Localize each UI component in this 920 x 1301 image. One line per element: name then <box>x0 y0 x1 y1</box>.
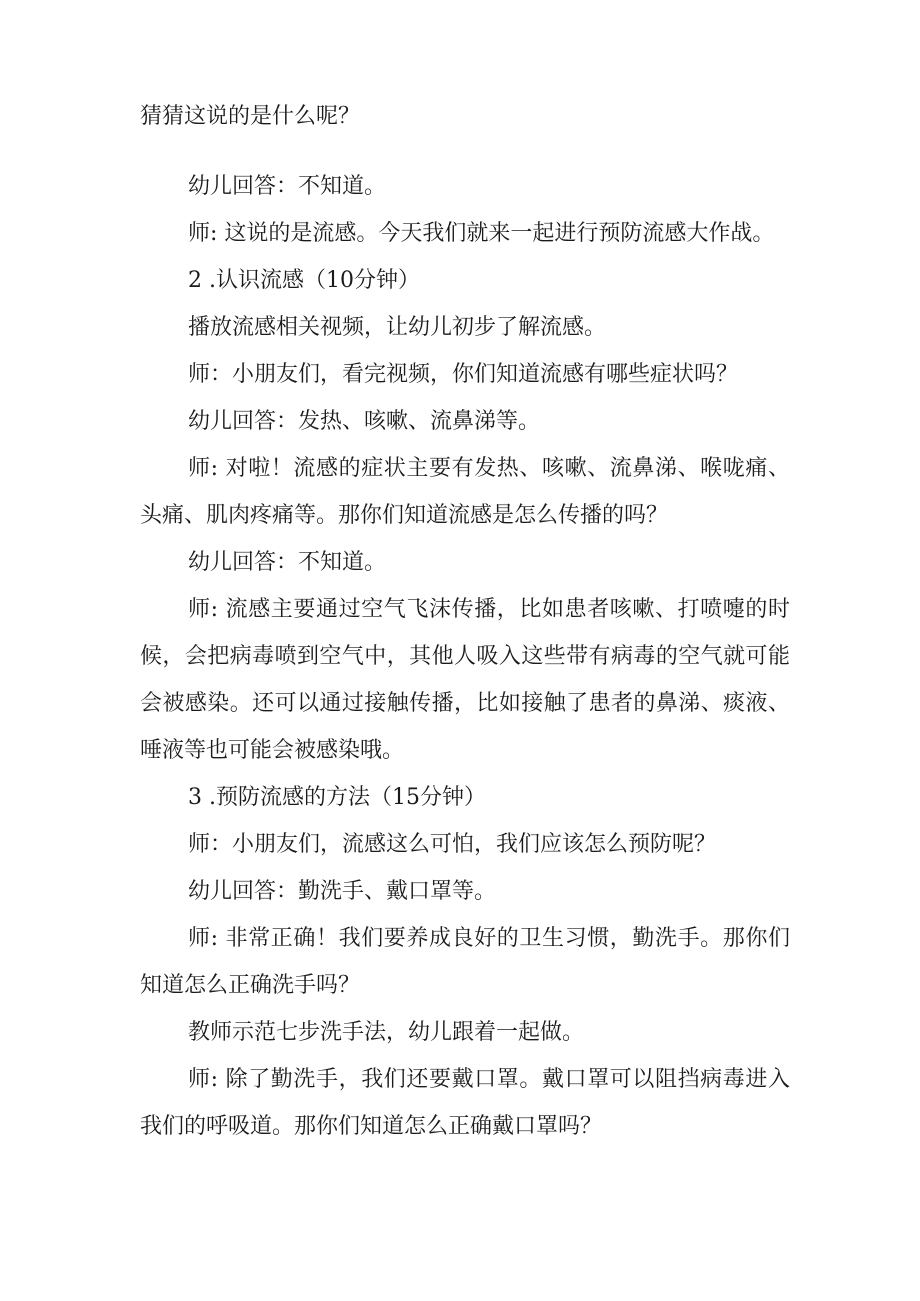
paragraph-teacher-handwashing: 师: 非常正确！我们要养成良好的卫生习惯，勤洗手。那你们知道怎么正确洗手吗？ <box>140 926 790 998</box>
paragraph-play-video: 播放流感相关视频，让幼儿初步了解流感。 <box>188 315 607 340</box>
section-heading-prevention: 3 .预防流感的方法（15分钟） <box>188 785 486 810</box>
section-heading-know-flu: 2 .认识流感（10分钟） <box>188 268 420 293</box>
paragraph-child-answer-symptoms: 幼儿回答：发热、咳嗽、流鼻涕等。 <box>188 409 541 434</box>
paragraph-child-answer-prevention: 幼儿回答：勤洗手、戴口罩等。 <box>188 879 497 904</box>
paragraph-teacher-symptoms: 师: 对啦！流感的症状主要有发热、咳嗽、流鼻涕、喉咙痛、头痛、肌肉疼痛等。那你们知道流感是怎么传播的吗？ <box>140 456 790 528</box>
paragraph-intro-question: 猜猜这说的是什么呢？ <box>140 104 361 129</box>
paragraph-seven-step-handwashing: 教师示范七步洗手法，幼儿跟着一起做。 <box>188 1020 585 1045</box>
paragraph-child-answer-2: 幼儿回答：不知道。 <box>188 550 387 575</box>
paragraph-teacher-prevention-question: 师：小朋友们，流感这么可怕，我们应该怎么预防呢？ <box>188 832 717 857</box>
paragraph-teacher-transmission: 师: 流感主要通过空气飞沫传播，比如患者咳嗽、打喷嚏的时候，会把病毒喷到空气中，其他人吸入这些带有病毒的空气就可能会被感染。还可以通过接触传播，比如接触了患者的鼻涕、痰液、唾液等也可能会被感染哦。 <box>140 597 790 763</box>
paragraph-teacher-symptom-question: 师：小朋友们，看完视频，你们知道流感有哪些症状吗？ <box>188 362 739 387</box>
paragraph-teacher-mask: 师: 除了勤洗手，我们还要戴口罩。戴口罩可以阻挡病毒进入我们的呼吸道。那你们知道怎么正确戴口罩吗？ <box>140 1067 790 1139</box>
paragraph-teacher-flu-intro: 师: 这说的是流感。今天我们就来一起进行预防流感大作战。 <box>188 221 775 246</box>
paragraph-child-answer-1: 幼儿回答：不知道。 <box>188 174 387 199</box>
